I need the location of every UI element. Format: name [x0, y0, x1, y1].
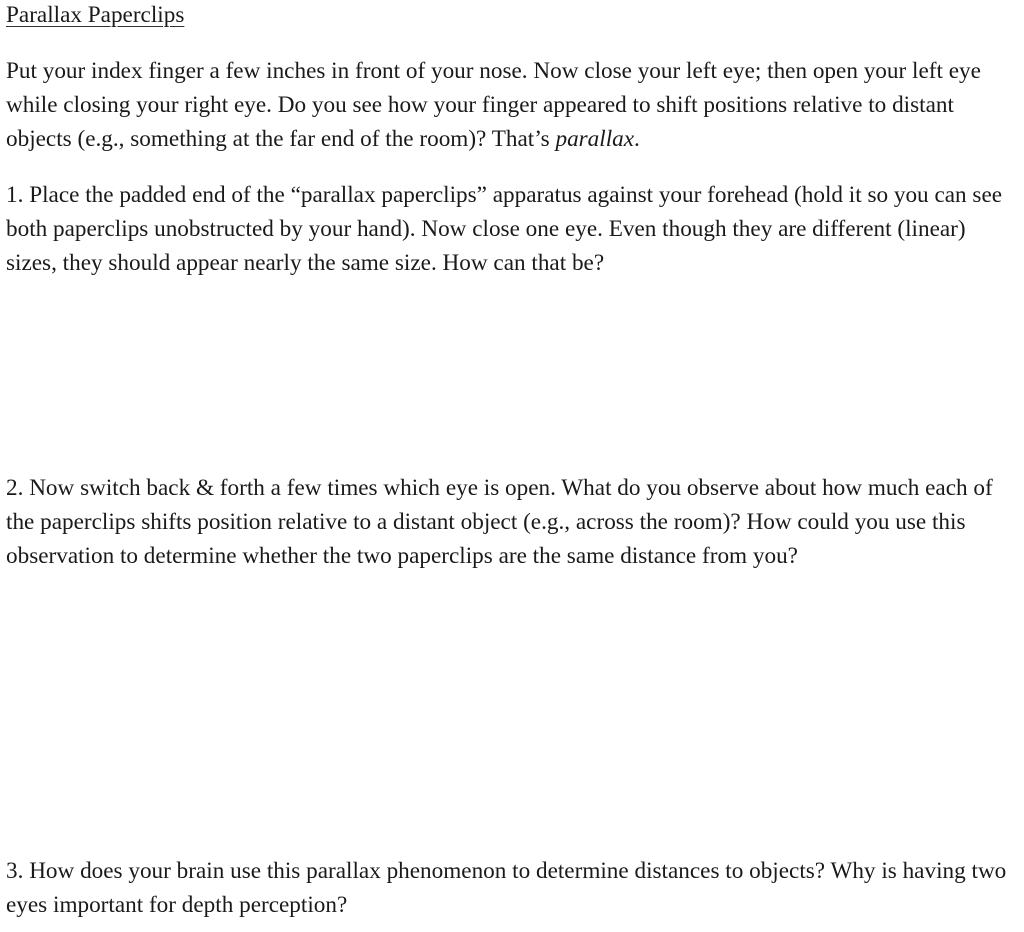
question-2: 2. Now switch back & forth a few times which eye is open. What do you observe about how much each of the paperclips shifts position relative to a distant object (e.g., across the room)? How could you use this observation to determine whether the two paperclips are the same distance from you?: [6, 475, 993, 569]
question-3: 3. How does your brain use this parallax phenomenon to determine distances to objects? Why is having two eyes important for depth perception?: [6, 858, 1007, 918]
intro-paragraph: [6, 54, 1020, 156]
page-title: Parallax Paperclips: [6, 2, 185, 28]
intro-text: Put your index finger a few inches in front of your nose. Now close your left eye; then open your left eye while closing your right eye. Do you see how your finger appeared to shift positions relative to distant objects (e.g., something at the far end of the room)? That’s: [6, 58, 981, 152]
intro-end: .: [634, 126, 640, 152]
question-1: 1. Place the padded end of the “parallax paperclips” apparatus against your forehead (hold it so you can see both paperclips unobstructed by your hand). Now close one eye. Even though they are different (linear) sizes, they should appear nearly the same size. How can that be?: [6, 182, 1003, 276]
intro-term: parallax: [555, 126, 635, 152]
